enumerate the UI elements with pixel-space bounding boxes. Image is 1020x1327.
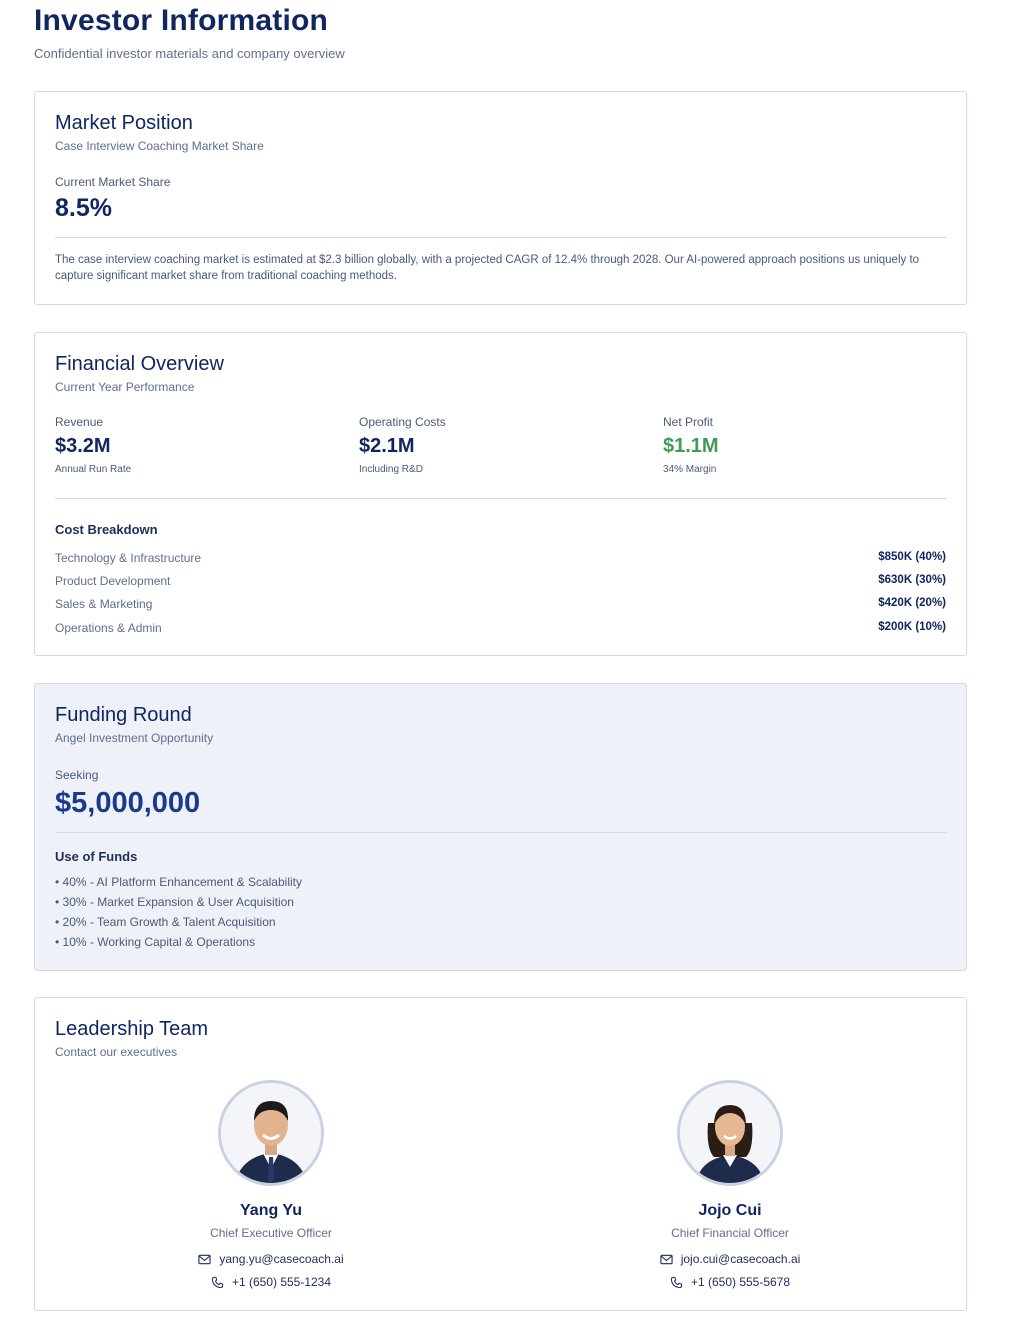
executive-role: Chief Executive Officer xyxy=(210,1226,332,1240)
cost-name: Sales & Marketing xyxy=(55,597,153,611)
mail-icon xyxy=(198,1253,211,1266)
phone-icon xyxy=(211,1276,224,1289)
email-text[interactable]: jojo.cui@casecoach.ai xyxy=(680,1252,801,1266)
avatar xyxy=(677,1080,783,1186)
executive-card-cfo xyxy=(600,1080,860,1289)
avatar-image xyxy=(680,1083,780,1183)
cost-value: $200K (10%) xyxy=(878,621,946,633)
cost-row xyxy=(55,551,946,569)
metric-label: Revenue xyxy=(55,415,104,429)
avatar-image xyxy=(221,1083,321,1183)
page-title: Investor Information xyxy=(34,4,329,37)
metric-note: Annual Run Rate xyxy=(55,464,132,475)
cost-row xyxy=(55,621,946,639)
card-subtitle: Contact our executives xyxy=(55,1045,178,1059)
card-subtitle: Case Interview Coaching Market Share xyxy=(55,139,264,153)
card-subtitle: Angel Investment Opportunity xyxy=(55,731,214,745)
metric-value: $2.1M xyxy=(359,435,415,457)
fund-use-item: • 30% - Market Expansion & User Acquisition xyxy=(55,895,294,909)
executive-name: Yang Yu xyxy=(240,1202,302,1219)
divider xyxy=(55,832,946,833)
cost-name: Product Development xyxy=(55,574,171,588)
card-title: Financial Overview xyxy=(55,353,224,375)
funding-round-card xyxy=(34,683,967,971)
phone-text[interactable]: +1 (650) 555-1234 xyxy=(231,1275,332,1289)
email-link[interactable] xyxy=(141,1252,401,1266)
metric-net-profit xyxy=(663,415,943,475)
cost-value: $850K (40%) xyxy=(878,551,946,563)
cost-value: $630K (30%) xyxy=(878,574,946,586)
page-subtitle: Confidential investor materials and company overview xyxy=(34,46,345,61)
card-title: Market Position xyxy=(55,112,193,134)
mail-icon xyxy=(660,1253,673,1266)
market-position-card xyxy=(34,91,967,305)
cost-row xyxy=(55,597,946,615)
email-link[interactable] xyxy=(600,1252,860,1266)
financial-overview-card xyxy=(34,332,967,656)
metric-note: Including R&D xyxy=(359,464,423,475)
market-description: The case interview coaching market is estimated at $2.3 billion globally, with a projected CAGR of 12.4% through 2028. Our AI-powered approach positions us uniquely to capture significant market share from traditional coaching methods. xyxy=(55,254,920,282)
phone-link[interactable] xyxy=(141,1275,401,1289)
market-share-value: 8.5% xyxy=(55,194,112,222)
card-title: Funding Round xyxy=(55,704,192,726)
executive-role: Chief Financial Officer xyxy=(671,1226,789,1240)
metric-label: Net Profit xyxy=(663,415,714,429)
use-of-funds-title: Use of Funds xyxy=(55,849,138,864)
executive-name: Jojo Cui xyxy=(698,1202,762,1219)
cost-name: Technology & Infrastructure xyxy=(55,551,202,565)
cost-name: Operations & Admin xyxy=(55,621,162,635)
divider xyxy=(55,237,946,238)
fund-use-item: • 40% - AI Platform Enhancement & Scalability xyxy=(55,875,302,889)
cost-value: $420K (20%) xyxy=(878,597,946,609)
phone-icon xyxy=(670,1276,683,1289)
seeking-amount: $5,000,000 xyxy=(55,787,201,819)
card-subtitle: Current Year Performance xyxy=(55,380,195,394)
phone-link[interactable] xyxy=(600,1275,860,1289)
fund-use-item: • 10% - Working Capital & Operations xyxy=(55,935,256,949)
fund-use-item: • 20% - Team Growth & Talent Acquisition xyxy=(55,915,276,929)
executive-card-ceo xyxy=(141,1080,401,1289)
market-share-label: Current Market Share xyxy=(55,175,171,189)
avatar xyxy=(218,1080,324,1186)
leadership-team-card xyxy=(34,997,967,1311)
metric-revenue xyxy=(55,415,335,475)
metric-note: 34% Margin xyxy=(663,464,717,475)
metric-label: Operating Costs xyxy=(359,415,446,429)
card-title: Leadership Team xyxy=(55,1018,209,1040)
divider xyxy=(55,498,946,499)
phone-text[interactable]: +1 (650) 555-5678 xyxy=(690,1275,791,1289)
metric-value: $1.1M xyxy=(663,435,719,457)
seeking-label: Seeking xyxy=(55,768,99,782)
metric-value: $3.2M xyxy=(55,435,111,457)
cost-breakdown-title: Cost Breakdown xyxy=(55,522,158,537)
metric-operating-costs xyxy=(359,415,639,475)
email-text[interactable]: yang.yu@casecoach.ai xyxy=(219,1252,344,1266)
cost-row xyxy=(55,574,946,592)
